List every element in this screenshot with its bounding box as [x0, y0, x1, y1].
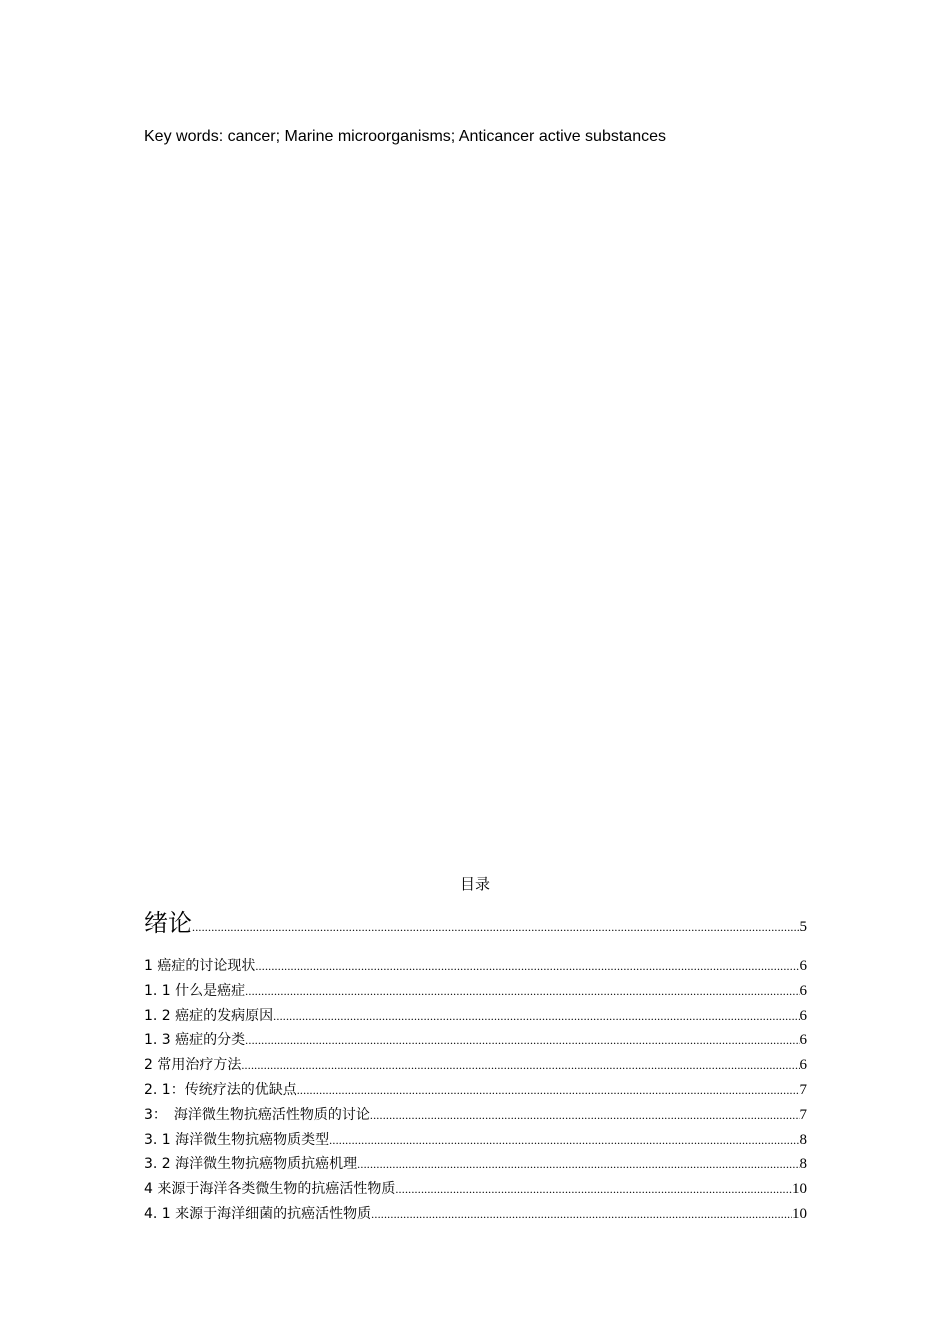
toc-leader-dots	[329, 1128, 799, 1153]
toc-entry-label: 1. 3 癌症的分类	[144, 1032, 246, 1049]
toc-entry[interactable]	[144, 954, 807, 979]
toc-entry-page: 10	[792, 1181, 807, 1198]
toc-leader-dots	[395, 1177, 792, 1202]
toc-entry-label: 4 来源于海洋各类微生物的抗癌活性物质	[144, 1181, 396, 1198]
toc-entry[interactable]	[144, 1028, 807, 1053]
toc-entry-page: 7	[799, 1081, 807, 1098]
toc-entry-label: 2 常用治疗方法	[144, 1057, 242, 1074]
toc-entry[interactable]	[144, 979, 807, 1004]
table-of-contents	[144, 903, 807, 1227]
toc-entry[interactable]	[144, 1128, 807, 1153]
toc-entry-page: 6	[799, 1007, 807, 1024]
toc-leader-dots	[255, 954, 799, 979]
toc-entry[interactable]	[144, 1053, 807, 1078]
toc-entry-label: 1. 2 癌症的发病原因	[144, 1007, 274, 1024]
toc-entry-page: 6	[799, 1032, 807, 1049]
toc-title: 目录	[459, 875, 490, 893]
toc-entry-page: 10	[792, 1205, 807, 1222]
toc-entry-label: 绪论	[144, 909, 192, 937]
toc-entry[interactable]	[144, 1177, 807, 1202]
toc-leader-dots	[245, 979, 799, 1004]
toc-entry[interactable]	[144, 1103, 807, 1128]
toc-entry-label: 4. 1 来源于海洋细菌的抗癌活性物质	[144, 1205, 372, 1222]
toc-entry-page: 7	[799, 1106, 807, 1123]
toc-entry-label: 3： 海洋微生物抗癌活性物质的讨论	[144, 1106, 370, 1123]
toc-entry-label: 1. 1 什么是癌症	[144, 982, 246, 999]
toc-entry-page: 8	[799, 1156, 807, 1173]
toc-entry[interactable]	[144, 1202, 807, 1227]
toc-entry-label: 3. 1 海洋微生物抗癌物质类型	[144, 1131, 330, 1148]
toc-leader-dots	[371, 1202, 792, 1227]
toc-leader-dots	[241, 1053, 799, 1078]
toc-entry-page: 6	[799, 958, 807, 974]
toc-leader-dots	[370, 1103, 800, 1128]
toc-entry[interactable]	[144, 1004, 807, 1029]
toc-leader-dots	[273, 1004, 799, 1029]
toc-entry-label: 2. 1：传统疗法的优缺点	[144, 1081, 297, 1098]
toc-entry-page: 6	[799, 982, 807, 999]
toc-entry-page: 6	[799, 1057, 807, 1074]
toc-entry[interactable]	[144, 1152, 807, 1177]
toc-entry-label: 1 癌症的讨论现状	[144, 958, 256, 974]
toc-entry[interactable]	[144, 903, 807, 949]
toc-entry-page: 5	[799, 919, 807, 935]
toc-entry-page: 8	[799, 1131, 807, 1148]
toc-entry-label: 3. 2 海洋微生物抗癌物质抗癌机理	[144, 1156, 358, 1173]
toc-leader-dots	[245, 1028, 799, 1053]
toc-entry[interactable]	[144, 1078, 807, 1103]
toc-leader-dots	[192, 907, 800, 947]
keywords-line: Key words: cancer; Marine microorganisms; Anticancer active substances	[144, 128, 666, 145]
toc-leader-dots	[297, 1078, 800, 1103]
toc-leader-dots	[357, 1152, 799, 1177]
